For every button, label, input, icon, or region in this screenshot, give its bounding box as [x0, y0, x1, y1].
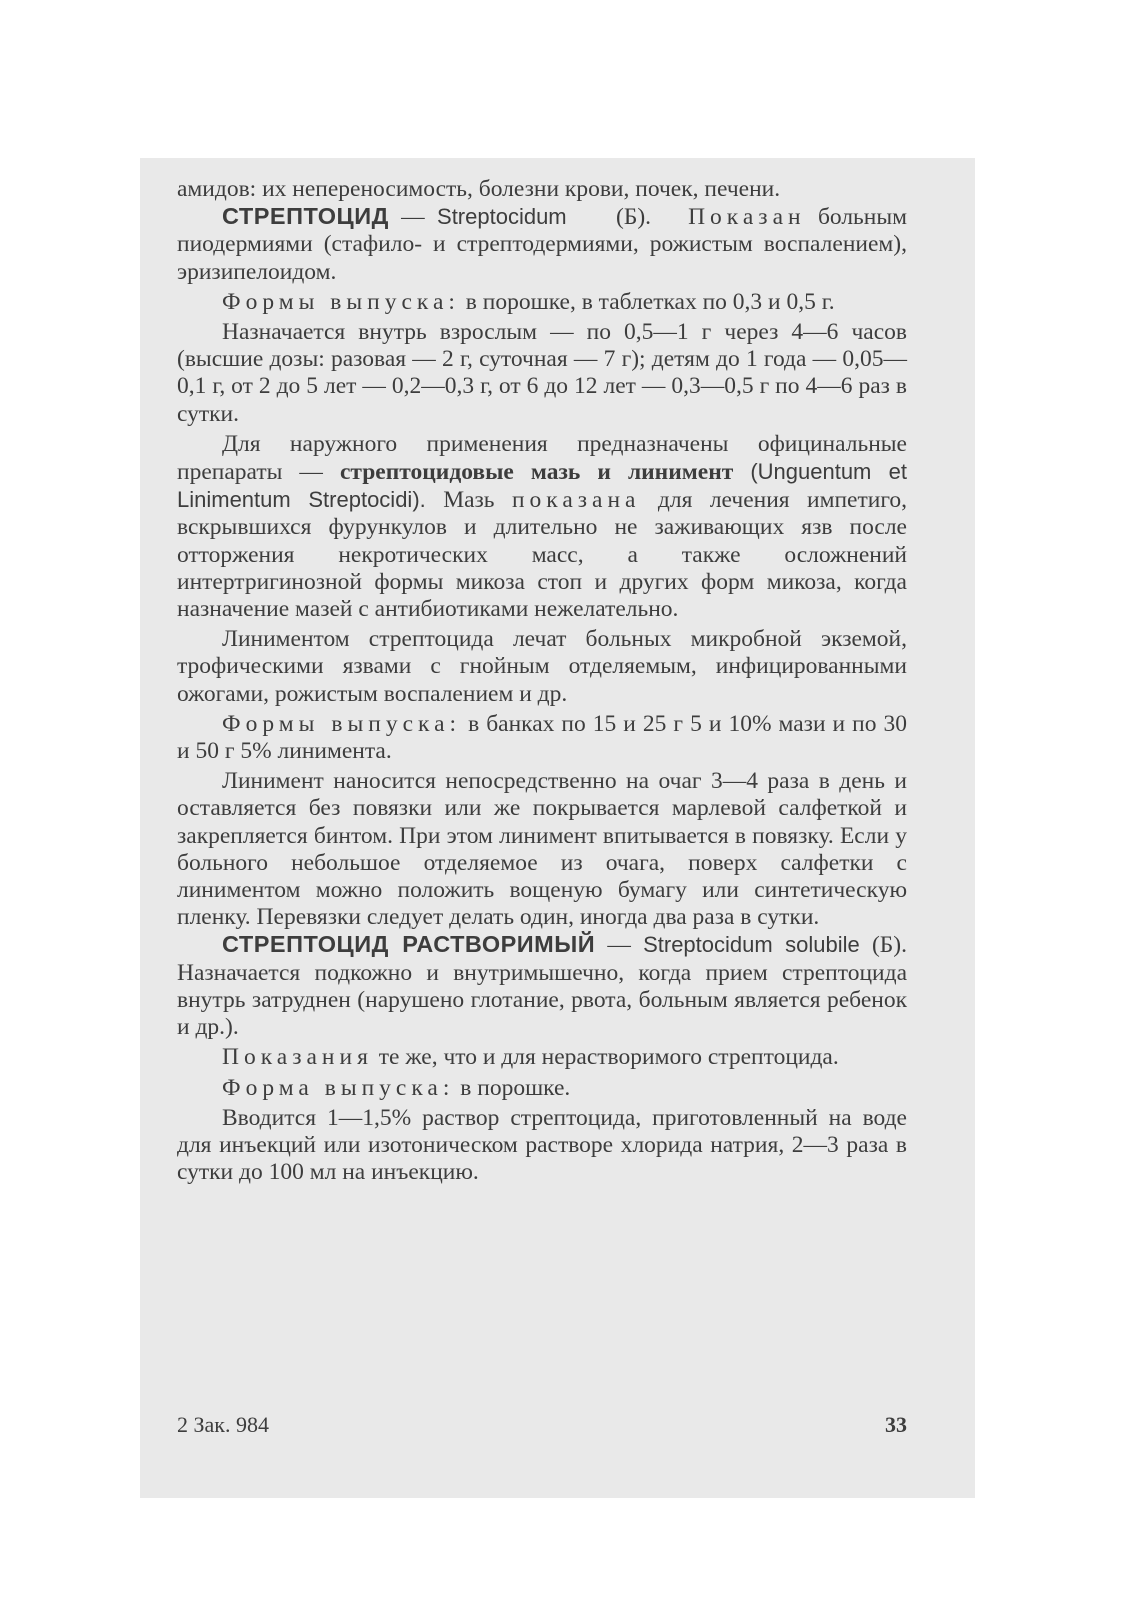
entry2-text: Назначается подкожно и внутримышечно, когда прием стрептоцида внутрь затруднен (нарушено глотание, рвота, больным является ребенок и др.). [177, 959, 907, 1041]
administration-paragraph: Вводится 1—1,5% раствор стрептоцида, приготовленный на воде для инъекций или изотоническом растворе хлорида натрия, 2—3 раза в сутки до 100 мл на инъекцию. [177, 1104, 907, 1186]
continuation-paragraph: амидов: их непереносимость, болезни крови, почек, печени. [177, 176, 781, 202]
forms-text: в порошке, в таблетках по 0,3 и 0,5 г. [465, 288, 835, 315]
indication-label: Показан [688, 204, 806, 231]
forms2-paragraph [177, 711, 907, 765]
application-paragraph: Линимент наносится непосредственно на очаг 3—4 раза в день и оставляется без повязки или же покрывается марлевой салфеткой и закрепляется бинтом. При этом линимент впитывается в повязку. Если у больного небольшое отделяемое из очага, поверх салфетки с линиментом можно положить вощеную бумагу или синтетическую пленку. Перевязки следует делать один, иногда два раза в сутки. [177, 768, 907, 931]
indications-text: те же, что и для нерастворимого стрептоцида. [378, 1044, 839, 1071]
indication-text: больным пиодермиями (стафило- и стрептодермиями, рожистым воспалением), эризипелоидом. [177, 204, 908, 285]
external-paragraph [177, 431, 907, 623]
form-text: в порошке. [460, 1074, 571, 1101]
external-latin: (Unguentum et Linimentum Streptocidi). [177, 459, 907, 513]
ointment-label: показана [511, 487, 641, 514]
indications-paragraph [177, 1044, 907, 1071]
external-bold: стрептоцидовые мазь и линимент [339, 459, 734, 486]
text-block [177, 176, 907, 1186]
forms2-text: в банках по 15 и 25 г 5 и 10% мази и по 30 и 50 г 5% линимента. [177, 710, 907, 765]
entry2-latin: Streptocidum solubile [643, 932, 860, 958]
ointment-word: Мазь [443, 487, 495, 514]
printer-signature: 2 Зак. 984 [177, 1412, 269, 1437]
entry2-title: СТРЕПТОЦИД РАСТВОРИМЫЙ [222, 931, 596, 958]
forms-paragraph [177, 289, 907, 316]
page-number: 33 [885, 1412, 907, 1437]
indications-label: Показания [222, 1044, 373, 1071]
entry-streptocid-soluble: СТРЕПТОЦИД РАСТВОРИМЫЙ — Streptocidum solubile (Б). Назначается подкожно и внутримышечно, когда прием стрептоцида внутрь затруднен (нарушено глотание, рвота, больным является ребенок и др.). [177, 931, 908, 1041]
entry-title: СТРЕПТОЦИД [222, 203, 389, 230]
forms-label: Формы выпуска: [222, 288, 460, 315]
entry-streptocid: СТРЕПТОЦИД — Streptocidum (Б). Показан больным пиодермиями (стафило- и стрептодермиями, рожистым воспалением), эризипелоидом. [177, 203, 908, 285]
entry-latin: Streptocidum [437, 204, 567, 230]
dosage-paragraph: Назначается внутрь взрослым — по 0,5—1 г через 4—6 часов (высшие дозы: разовая — 2 г, суточная — 7 г); детям до 1 года — 0,05—0,1 г, от 2 до 5 лет — 0,2—0,3 г, от 6 до 12 лет — 0,3—0,5 г по 4—6 раз в сутки. [177, 319, 907, 427]
external-intro: Для наружного применения предназначены официнальные препараты — [177, 430, 907, 486]
form-label: Форма выпуска: [222, 1074, 455, 1101]
entry2-list-mark: (Б). [871, 932, 908, 959]
form-paragraph [177, 1075, 907, 1102]
liniment-use-paragraph: Линиментом стрептоцида лечат больных микробной экземой, трофическими язвами с гнойным отделяемым, инфицированными ожогами, рожистым воспалением и др. [177, 626, 907, 707]
ointment-text: для лечения импетиго, вскрывшихся фурункулов и длительно не заживающих язв после отторжения некротических масс, а также осложнений интертригинозной формы микоза стоп и других форм микоза, когда назначение мазей с антибиотиками нежелательно. [177, 487, 907, 623]
forms2-label: Формы выпуска: [222, 710, 462, 737]
list-mark: (Б). [616, 204, 652, 231]
